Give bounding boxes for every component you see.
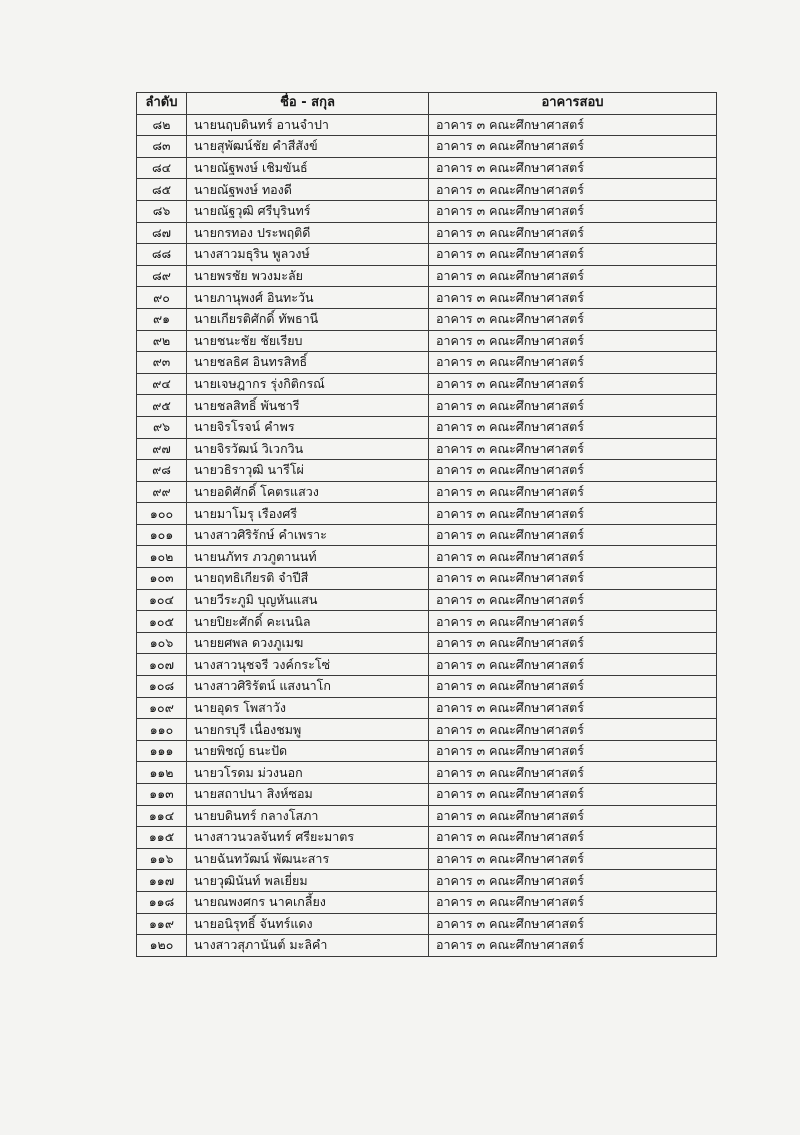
row-order-cell: ๙๐ [137,287,187,309]
row-name-cell: นายปิยะศักดิ์ คะเนนิล [187,611,429,633]
row-name-cell: นายกรทอง ประพฤติดี [187,222,429,244]
row-name-cell: นายยศพล ดวงภูเมฆ [187,632,429,654]
row-building-cell: อาคาร ๓ คณะศึกษาศาสตร์ [429,935,717,957]
row-name-cell: นายบดินทร์ กลางโสภา [187,805,429,827]
row-name-cell: นางสาวสุภานันต์ มะลิคำ [187,935,429,957]
row-building-cell: อาคาร ๓ คณะศึกษาศาสตร์ [429,676,717,698]
row-name-cell: นายอุดร โพสาวัง [187,697,429,719]
row-building-cell: อาคาร ๓ คณะศึกษาศาสตร์ [429,481,717,503]
row-building-cell: อาคาร ๓ คณะศึกษาศาสตร์ [429,589,717,611]
row-building-cell: อาคาร ๓ คณะศึกษาศาสตร์ [429,913,717,935]
table-row [137,891,717,913]
row-order-cell: ๑๐๒ [137,546,187,568]
row-name-cell: นายนฤบดินทร์ อานจำปา [187,114,429,136]
row-order-cell: ๑๐๓ [137,568,187,590]
row-order-cell: ๑๐๖ [137,632,187,654]
row-order-cell: ๑๐๔ [137,589,187,611]
row-building-cell: อาคาร ๓ คณะศึกษาศาสตร์ [429,891,717,913]
row-name-cell: นายฉันทวัฒน์ พัฒนะสาร [187,848,429,870]
table-row [137,265,717,287]
row-order-cell: ๘๖ [137,200,187,222]
table-row [137,287,717,309]
row-order-cell: ๙๖ [137,416,187,438]
table-row [137,805,717,827]
row-order-cell: ๙๒ [137,330,187,352]
row-order-cell: ๑๐๐ [137,503,187,525]
row-order-cell: ๙๓ [137,352,187,374]
row-name-cell: นายเจษฎากร รุ่งกิติกรณ์ [187,373,429,395]
row-name-cell: นายพิชญ์ ธนะปัด [187,740,429,762]
row-order-cell: ๘๗ [137,222,187,244]
header-order: ลำดับ [137,93,187,115]
row-order-cell: ๑๑๔ [137,805,187,827]
row-name-cell: นางสาวศิริรักษ์ คำเพราะ [187,524,429,546]
row-name-cell: นายชลสิทธิ์ พันชารี [187,395,429,417]
header-building: อาคารสอบ [429,93,717,115]
row-order-cell: ๑๑๑ [137,740,187,762]
row-order-cell: ๘๕ [137,179,187,201]
row-order-cell: ๙๙ [137,481,187,503]
row-building-cell: อาคาร ๓ คณะศึกษาศาสตร์ [429,395,717,417]
row-name-cell: นายพรชัย พวงมะลัย [187,265,429,287]
table-header-row [137,93,717,115]
row-order-cell: ๑๐๗ [137,654,187,676]
row-order-cell: ๘๓ [137,136,187,158]
row-order-cell: ๑๑๒ [137,762,187,784]
row-building-cell: อาคาร ๓ คณะศึกษาศาสตร์ [429,611,717,633]
table-row [137,395,717,417]
row-name-cell: นายวีระภูมิ บุญหันแสน [187,589,429,611]
table-row [137,373,717,395]
table-row [137,157,717,179]
row-order-cell: ๘๙ [137,265,187,287]
row-building-cell: อาคาร ๓ คณะศึกษาศาสตร์ [429,719,717,741]
table-row [137,784,717,806]
row-building-cell: อาคาร ๓ คณะศึกษาศาสตร์ [429,460,717,482]
row-building-cell: อาคาร ๓ คณะศึกษาศาสตร์ [429,762,717,784]
row-building-cell: อาคาร ๓ คณะศึกษาศาสตร์ [429,157,717,179]
row-building-cell: อาคาร ๓ คณะศึกษาศาสตร์ [429,870,717,892]
row-building-cell: อาคาร ๓ คณะศึกษาศาสตร์ [429,222,717,244]
table-row [137,352,717,374]
row-name-cell: นายภานุพงศ์ อินทะวัน [187,287,429,309]
row-building-cell: อาคาร ๓ คณะศึกษาศาสตร์ [429,114,717,136]
row-order-cell: ๘๘ [137,244,187,266]
row-name-cell: นายกรบุรี เนื่องชมพู [187,719,429,741]
table-row [137,179,717,201]
table-row [137,913,717,935]
table-row [137,611,717,633]
row-building-cell: อาคาร ๓ คณะศึกษาศาสตร์ [429,524,717,546]
table-row [137,654,717,676]
row-building-cell: อาคาร ๓ คณะศึกษาศาสตร์ [429,632,717,654]
table-row [137,762,717,784]
row-name-cell: นายเกียรติศักดิ์ ทัพธานี [187,308,429,330]
row-name-cell: นายณพงศกร นาคเกลี้ยง [187,891,429,913]
row-building-cell: อาคาร ๓ คณะศึกษาศาสตร์ [429,805,717,827]
row-building-cell: อาคาร ๓ คณะศึกษาศาสตร์ [429,200,717,222]
table-row [137,546,717,568]
row-order-cell: ๑๑๓ [137,784,187,806]
row-building-cell: อาคาร ๓ คณะศึกษาศาสตร์ [429,697,717,719]
table-row [137,524,717,546]
row-order-cell: ๙๔ [137,373,187,395]
row-name-cell: นายสุพัฒน์ชัย คำสีสังข์ [187,136,429,158]
row-name-cell: นายชลธิศ อินทรสิทธิ์ [187,352,429,374]
table-row [137,935,717,957]
row-building-cell: อาคาร ๓ คณะศึกษาศาสตร์ [429,848,717,870]
row-building-cell: อาคาร ๓ คณะศึกษาศาสตร์ [429,136,717,158]
row-order-cell: ๑๑๕ [137,827,187,849]
row-order-cell: ๑๐๕ [137,611,187,633]
table-row [137,136,717,158]
row-building-cell: อาคาร ๓ คณะศึกษาศาสตร์ [429,416,717,438]
table-row [137,676,717,698]
table-row [137,330,717,352]
table-row [137,589,717,611]
row-name-cell: นายจิรโรจน์ คำพร [187,416,429,438]
row-name-cell: นางสาวมธุริน พูลวงษ์ [187,244,429,266]
header-name: ชื่อ - สกุล [187,93,429,115]
row-name-cell: นายณัฐวุฒิ ศรีบุรินทร์ [187,200,429,222]
row-name-cell: นายชนะชัย ชัยเรียบ [187,330,429,352]
row-order-cell: ๙๕ [137,395,187,417]
row-building-cell: อาคาร ๓ คณะศึกษาศาสตร์ [429,503,717,525]
row-name-cell: นายฤทธิเกียรติ จำปีสี [187,568,429,590]
table-row [137,460,717,482]
row-order-cell: ๑๒๐ [137,935,187,957]
row-order-cell: ๑๐๑ [137,524,187,546]
table-row [137,870,717,892]
row-order-cell: ๑๐๘ [137,676,187,698]
table-row [137,308,717,330]
row-building-cell: อาคาร ๓ คณะศึกษาศาสตร์ [429,352,717,374]
row-building-cell: อาคาร ๓ คณะศึกษาศาสตร์ [429,330,717,352]
row-name-cell: นายสถาปนา สิงห์ซอม [187,784,429,806]
row-building-cell: อาคาร ๓ คณะศึกษาศาสตร์ [429,827,717,849]
row-building-cell: อาคาร ๓ คณะศึกษาศาสตร์ [429,179,717,201]
row-building-cell: อาคาร ๓ คณะศึกษาศาสตร์ [429,287,717,309]
row-name-cell: นางสาวนวลจันทร์ ศรียะมาตร [187,827,429,849]
row-building-cell: อาคาร ๓ คณะศึกษาศาสตร์ [429,373,717,395]
row-order-cell: ๙๑ [137,308,187,330]
row-name-cell: นางสาวนุชจรี วงค์กระโซ่ [187,654,429,676]
table-row [137,697,717,719]
row-name-cell: นายวโรดม ม่วงนอก [187,762,429,784]
table-row [137,416,717,438]
row-name-cell: นายมาโมรุ เรืองศรี [187,503,429,525]
row-order-cell: ๘๒ [137,114,187,136]
row-building-cell: อาคาร ๓ คณะศึกษาศาสตร์ [429,308,717,330]
row-name-cell: นางสาวศิริรัตน์ แสงนาโก [187,676,429,698]
row-building-cell: อาคาร ๓ คณะศึกษาศาสตร์ [429,244,717,266]
row-name-cell: นายวุฒินันท์ พลเยี่ยม [187,870,429,892]
row-building-cell: อาคาร ๓ คณะศึกษาศาสตร์ [429,438,717,460]
row-order-cell: ๑๑๐ [137,719,187,741]
row-name-cell: นายจิรวัฒน์ วิเวกวิน [187,438,429,460]
exam-seating-table [136,92,717,957]
table-row [137,200,717,222]
row-name-cell: นายณัฐพงษ์ เชิมขันธ์ [187,157,429,179]
table-row [137,244,717,266]
row-name-cell: นายวธิราวุฒิ นารีโผ่ [187,460,429,482]
row-name-cell: นายนภัทร ภวภูตานนท์ [187,546,429,568]
row-order-cell: ๑๑๗ [137,870,187,892]
table-row [137,438,717,460]
table-row [137,481,717,503]
table-row [137,568,717,590]
table-row [137,848,717,870]
table-row [137,503,717,525]
row-building-cell: อาคาร ๓ คณะศึกษาศาสตร์ [429,740,717,762]
row-order-cell: ๙๘ [137,460,187,482]
row-name-cell: นายอนิรุทธิ์ จันทร์แดง [187,913,429,935]
row-order-cell: ๙๗ [137,438,187,460]
table-row [137,827,717,849]
row-building-cell: อาคาร ๓ คณะศึกษาศาสตร์ [429,265,717,287]
table-row [137,740,717,762]
row-building-cell: อาคาร ๓ คณะศึกษาศาสตร์ [429,784,717,806]
row-order-cell: ๑๐๙ [137,697,187,719]
row-name-cell: นายณัฐพงษ์ ทองดี [187,179,429,201]
row-order-cell: ๑๑๘ [137,891,187,913]
row-building-cell: อาคาร ๓ คณะศึกษาศาสตร์ [429,654,717,676]
row-order-cell: ๑๑๖ [137,848,187,870]
row-order-cell: ๘๔ [137,157,187,179]
row-name-cell: นายอดิศักดิ์ โคตรแสวง [187,481,429,503]
row-order-cell: ๑๑๙ [137,913,187,935]
table-row [137,719,717,741]
row-building-cell: อาคาร ๓ คณะศึกษาศาสตร์ [429,546,717,568]
table-row [137,632,717,654]
table-row [137,114,717,136]
table-row [137,222,717,244]
table-body [137,114,717,956]
row-building-cell: อาคาร ๓ คณะศึกษาศาสตร์ [429,568,717,590]
